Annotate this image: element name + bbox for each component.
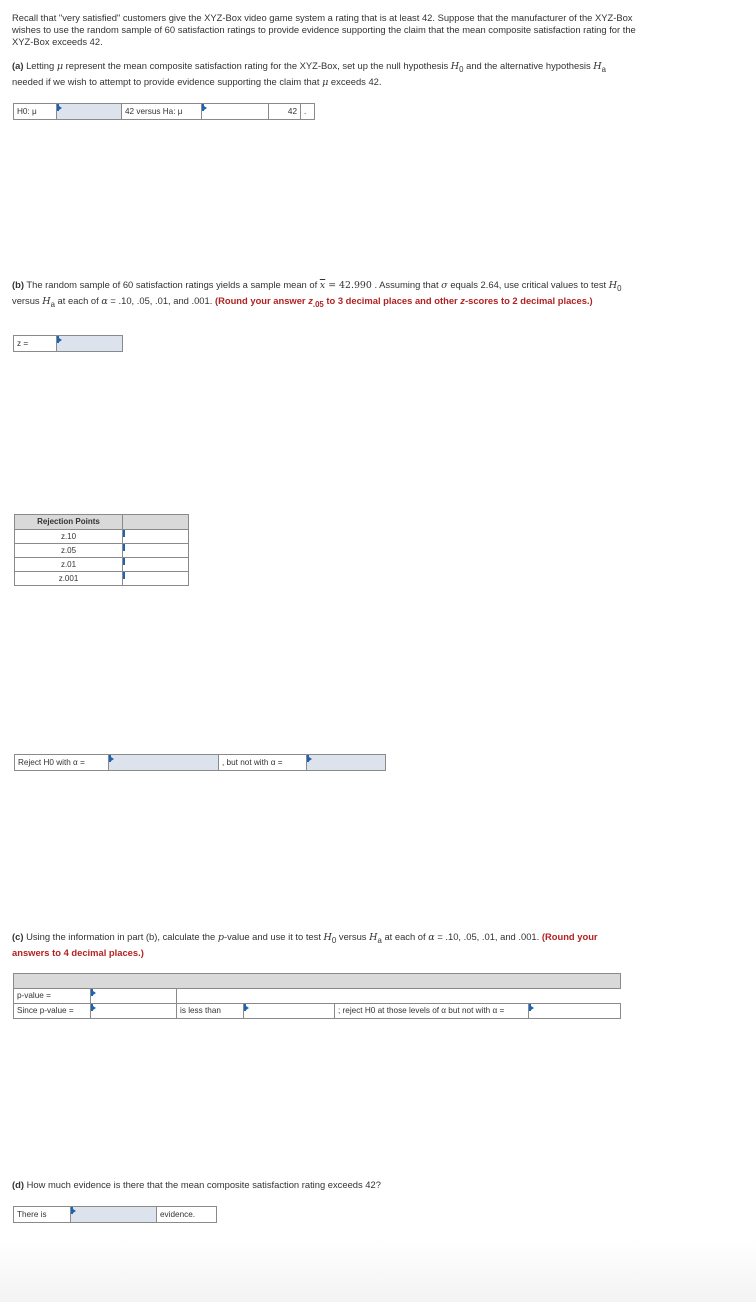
less-than-label: is less than [176,1003,244,1019]
row-label-z001: z.001 [15,572,123,586]
z-input[interactable] [56,335,123,352]
reject-alpha-select[interactable] [108,754,219,771]
pvalue-input[interactable] [90,988,177,1004]
reject-levels-label: ; reject H0 at those levels of α but not with α = [334,1003,529,1019]
since-pvalue-input[interactable] [90,1003,177,1019]
part-d-question: (d) How much evidence is there that the mean composite satisfaction rating exceeds 42? [12,1179,381,1190]
evidence-level-select[interactable] [70,1206,157,1223]
since-pvalue-label: Since p-value = [13,1003,91,1019]
h0-label: H0: μ [13,103,57,120]
row-label-z10: z.10 [15,530,123,544]
part-b-label: (b) [12,279,24,290]
z05-input[interactable] [123,544,189,558]
ha-period: . [300,103,315,120]
z01-input[interactable] [123,558,189,572]
pvalue-header-bar [13,973,621,989]
table-row [15,572,189,586]
ha-operator-select[interactable] [201,103,269,120]
h0-operator-select[interactable] [56,103,122,120]
there-is-label: There is [13,1206,71,1223]
less-than-alpha-input[interactable] [243,1003,335,1019]
rejection-points-table [14,514,189,586]
z10-input[interactable] [123,530,189,544]
part-a-question: (a) Letting μ represent the mean composite satisfaction rating for the XYZ-Box, set up the null hypothesis $H_0$ and the alternative hypothesis $H_a$ needed if we wish to attempt to provide evidence supporting the claim that μ exceeds 42. [12,60,607,88]
not-reject-alpha-select[interactable] [306,754,386,771]
row-label-z05: z.05 [15,544,123,558]
reject-h0-label: Reject H0 with α = [14,754,109,771]
rejection-points-header: Rejection Points [15,515,123,530]
part-a-label: (a) [12,60,24,71]
pvalue-label: p-value = [13,988,91,1004]
part-c-question: (c) Using the information in part (b), calculate the p-value and use it to test $H_0$ versus $H_a$ at each of α = .10, .05, .01, and .001. (Round your answers to 4 decimal places.) [12,931,598,958]
evidence-label: evidence. [156,1206,217,1223]
page-footer-fade [0,1240,756,1302]
part-d-label: (d) [12,1179,24,1190]
part-c-label: (c) [12,931,24,942]
z001-input[interactable] [123,572,189,586]
table-row [15,558,189,572]
rejection-points-header-value [123,515,189,530]
but-not-label: , but not with α = [218,754,307,771]
z-label: z = [13,335,57,352]
not-reject-alpha-input[interactable] [528,1003,621,1019]
ha-value: 42 [268,103,301,120]
table-row [15,544,189,558]
part-b-question: (b) The random sample of 60 satisfaction ratings yields a sample mean of $\overline{x} = 42.990$ . Assuming that σ equals 2.64, use critical values to test $H_0$ versus $H_a$ at each of α = .10, .05, .01, and .001. (Round your answer $z_{.05}$ to 3 decimal places and other z-scores to 2 decimal places.) [12,279,622,309]
table-row [15,530,189,544]
problem-intro: Recall that "very satisfied" customers give the XYZ-Box video game system a rating that is at least 42. Suppose that the manufacturer of the XYZ-Box wishes to use the random sample of 60 satisfaction ratings to provide evidence supporting the claim that the mean composite satisfaction rating for the XYZ-Box exceeds 42. [12,12,636,47]
ha-label: 42 versus Ha: μ [121,103,202,120]
row-label-z01: z.01 [15,558,123,572]
